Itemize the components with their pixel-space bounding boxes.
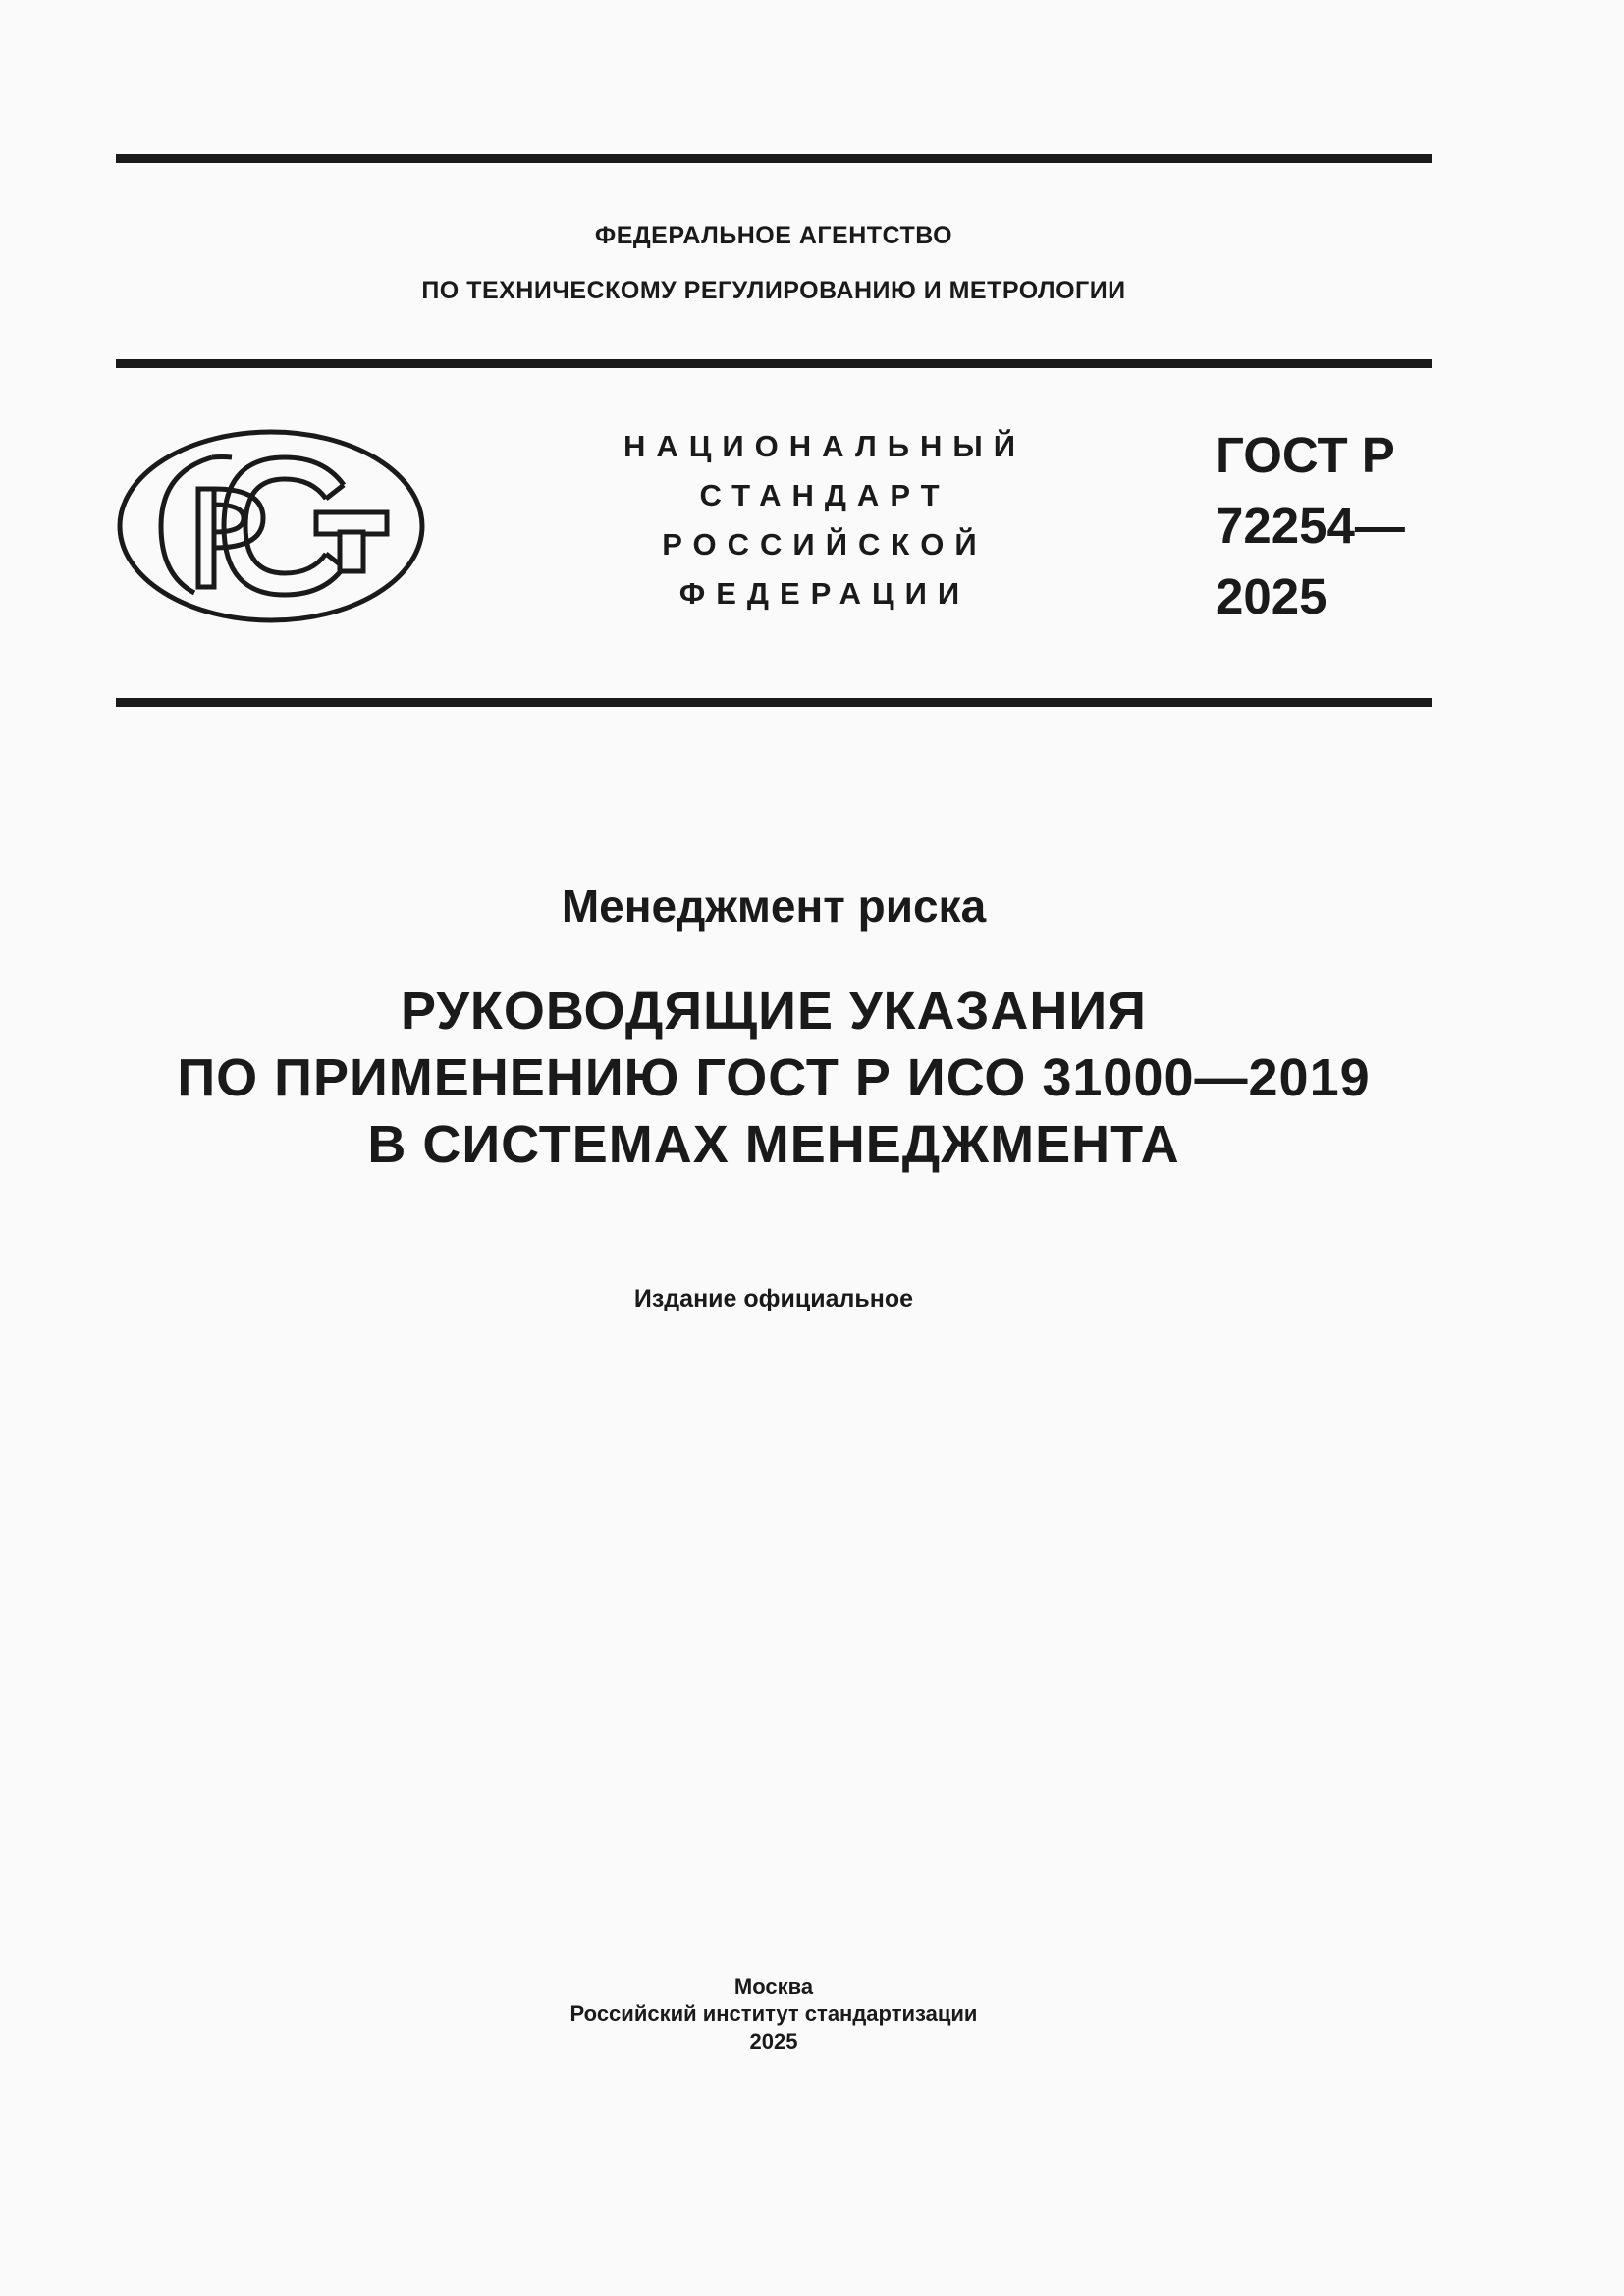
standard-designation	[1216, 420, 1441, 632]
rst-emblem-icon	[116, 428, 426, 624]
imprint-city: Москва	[733, 1974, 814, 1999]
designation-line2: 72254—	[1216, 498, 1405, 554]
standard-type-line2: СТАНДАРТ	[699, 478, 950, 512]
imprint-year: 2025	[749, 2029, 798, 2054]
imprint	[116, 1973, 1432, 2056]
title-line2: ПО ПРИМЕНЕНИЮ ГОСТ Р ИСО 31000—2019	[177, 1048, 1371, 1107]
standard-type-line4: ФЕДЕРАЦИИ	[678, 576, 971, 611]
standard-type-line1: НАЦИОНАЛЬНЫЙ	[623, 429, 1027, 463]
standard-type-line3: РОССИЙСКОЙ	[662, 527, 988, 561]
standard-type	[589, 422, 1060, 618]
title-line1: РУКОВОДЯЩИЕ УКАЗАНИЯ	[401, 982, 1147, 1041]
title-block-rule	[116, 698, 1432, 707]
imprint-publisher: Российский институт стандартизации	[569, 2002, 978, 2026]
designation-line1: ГОСТ Р	[1216, 427, 1395, 483]
agency-name-line2: ПО ТЕХНИЧЕСКОМУ РЕГУЛИРОВАНИЮ И МЕТРОЛОГИИ	[421, 277, 1126, 304]
top-rule	[116, 154, 1432, 163]
header-rule	[116, 359, 1432, 368]
edition-label: Издание официальное	[633, 1285, 914, 1312]
designation-line3: 2025	[1216, 568, 1327, 624]
agency-name-line1: ФЕДЕРАЛЬНОЕ АГЕНТСТВО	[594, 222, 953, 249]
document-subtitle: Менеджмент риска	[561, 881, 987, 932]
document-title	[116, 978, 1432, 1178]
title-line3: В СИСТЕМАХ МЕНЕДЖМЕНТА	[367, 1115, 1180, 1174]
